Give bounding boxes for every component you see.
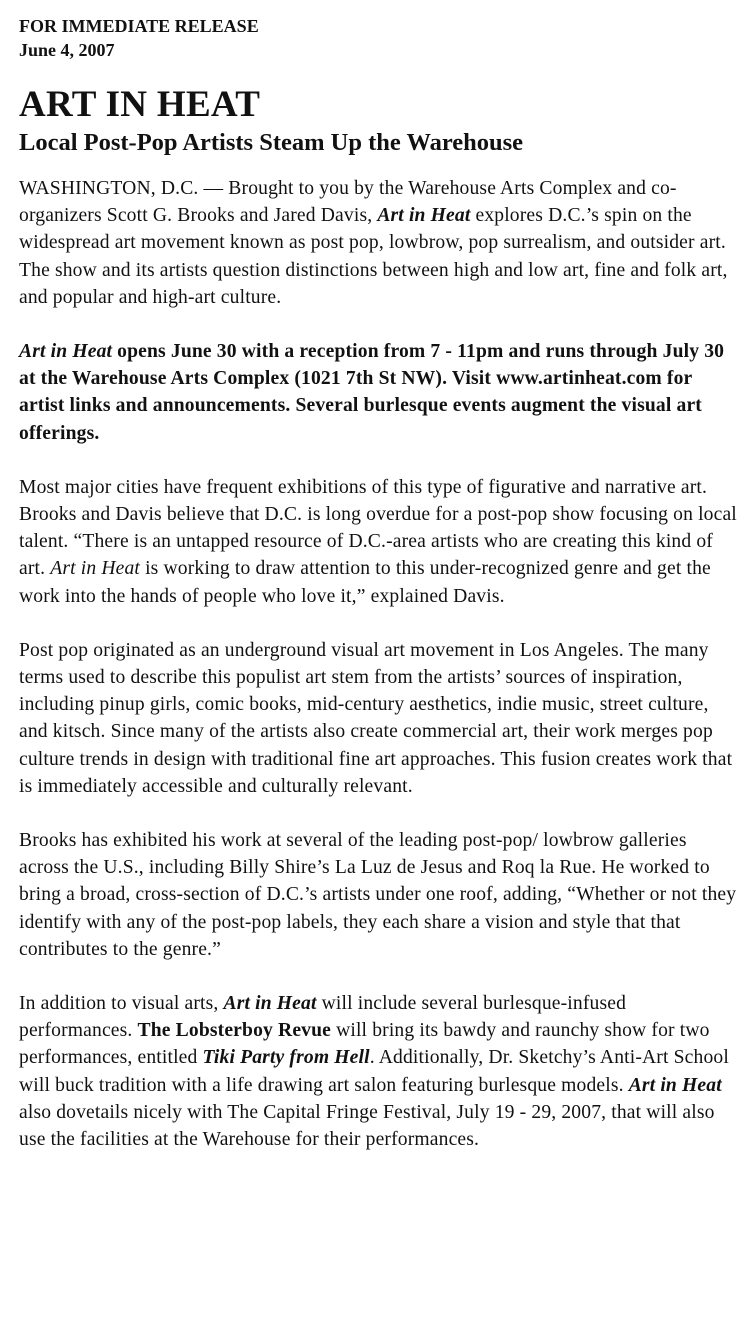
paragraph-text: WASHINGTON, D.C. — Brought to you by the Warehouse Arts Complex and co-organizers Scott G. Brooks and Jared Davis, (19, 178, 677, 227)
performer-name: The Lobsterboy Revue (137, 1020, 332, 1042)
paragraph-text: In addition to visual arts, (19, 993, 224, 1015)
paragraph-text: opens June 30 with a reception from 7 - 11pm and runs through July 30 at the Warehouse Arts Complex (1021 7th St NW). Visit www.artinheat.com for artist links and announcements. Several burlesque events augment the visual art offerings. (19, 341, 725, 444)
release-label: FOR IMMEDIATE RELEASE (19, 16, 259, 36)
paragraph-organizers-quote (19, 474, 741, 610)
press-release (19, 14, 741, 1180)
paragraph-text: explores D.C.’s spin on the widespread art movement known as post pop, lowbrow, pop surrealism, and outsider art. The show and its artists question distinctions between high and low art, fine and folk art, and popular and high-art culture. (19, 205, 728, 308)
show-title-emphasis: Art in Heat (50, 558, 141, 580)
paragraph-text: is working to draw attention to this under-recognized genre and get the work into the hands of people who love it,” explained Davis. (19, 558, 711, 607)
paragraph-text: . Additionally, Dr. Sketchy’s Anti-Art School will buck tradition with a life drawing art salon featuring burlesque models. (19, 1047, 729, 1096)
paragraph-performances (19, 990, 741, 1153)
paragraph-event-details (19, 338, 741, 447)
headline-title: ART IN HEAT (19, 84, 261, 125)
show-title-emphasis: Art in Heat (223, 993, 317, 1015)
show-title-emphasis: Art in Heat (377, 205, 471, 227)
paragraph-brooks: Brooks has exhibited his work at several of the leading post-pop/ lowbrow galleries across the U.S., including Billy Shire’s La Luz de Jesus and Roq la Rue. He worked to bring a broad, cross-section of D.C.’s artists under one roof, adding, “Whether or not they identify with any of the post-pop labels, they each share a vision and style that that contributes to the genre.” (19, 830, 737, 960)
paragraph-text: also dovetails nicely with The Capital Fringe Festival, July 19 - 29, 2007, that will also use the facilities at the Warehouse for their performances. (19, 1101, 715, 1151)
headline-subtitle: Local Post-Pop Artists Steam Up the Warehouse (19, 129, 524, 156)
paragraph-intro (19, 175, 741, 311)
paragraph-text: Most major cities have frequent exhibitions of this type of figurative and narrative art. Brooks and Davis believe that D.C. is long overdue for a post-pop show focusing on local talent. “There is an untapped resource of D.C.-area artists who are creating this kind of art. (19, 476, 737, 580)
performance-title: Tiki Party from Hell (202, 1047, 370, 1069)
release-date: June 4, 2007 (19, 40, 115, 60)
show-title-emphasis: Art in Heat (628, 1074, 722, 1096)
show-title-emphasis: Art in Heat (19, 341, 113, 363)
paragraph-text: will include several burlesque-infused performances. (19, 993, 627, 1042)
paragraph-text: will bring its bawdy and raunchy show for two performances, entitled (19, 1020, 710, 1069)
paragraph-post-pop-origins: Post pop originated as an underground visual art movement in Los Angeles. The many terms used to describe this populist art stem from the artists’ sources of inspiration, including pinup girls, comic books, mid-century aesthetics, indie music, street culture, and kitsch. Since many of the artists also create commercial art, their work merges pop culture trends in design with traditional fine art approaches. This fusion creates work that is immediately accessible and culturally relevant. (19, 639, 733, 797)
